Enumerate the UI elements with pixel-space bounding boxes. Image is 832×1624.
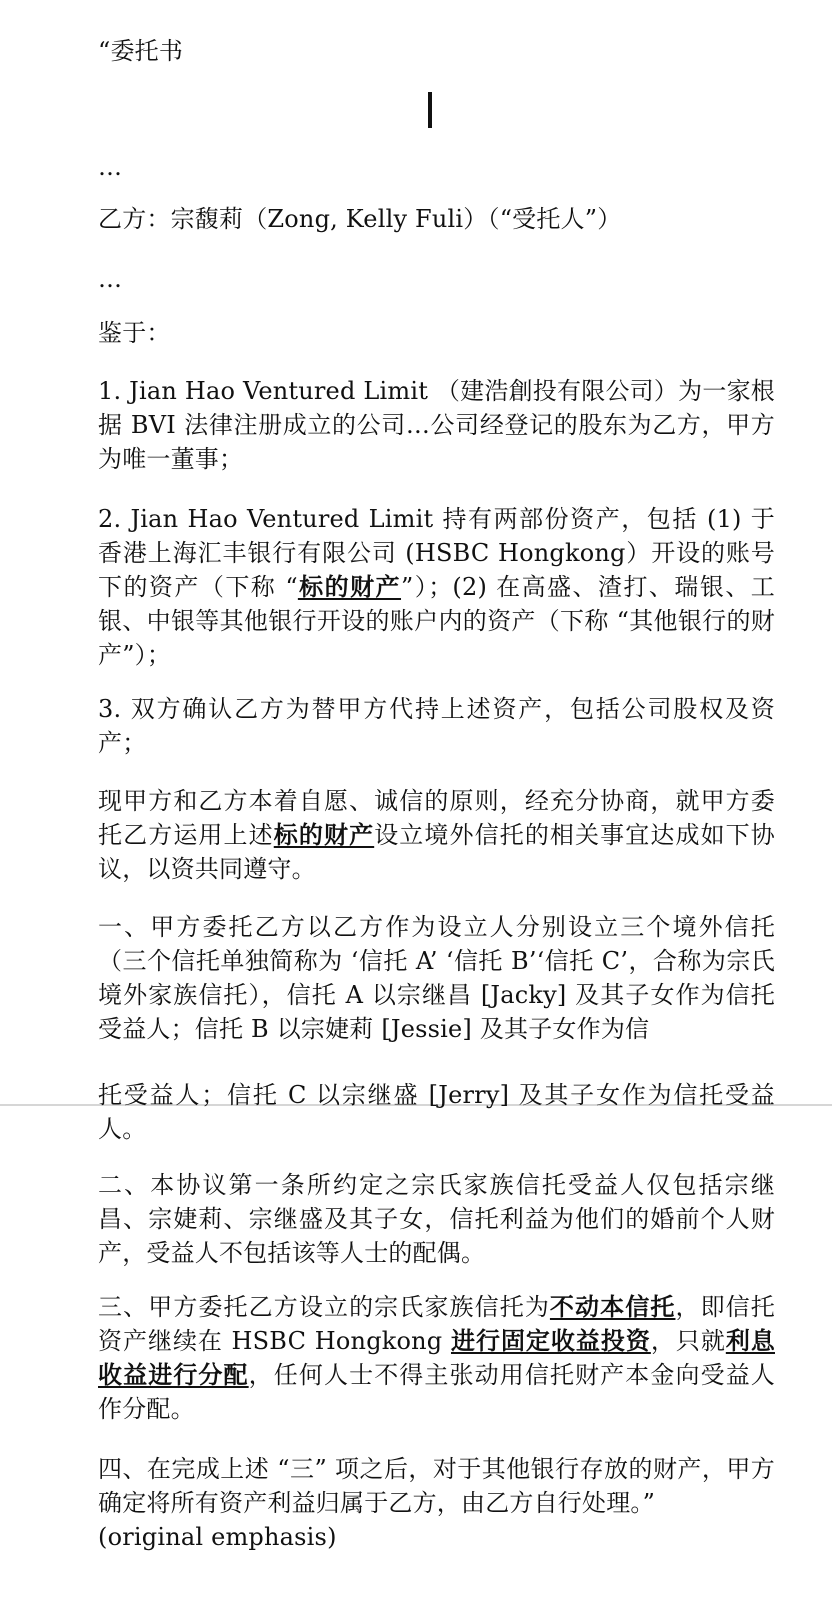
- text-cursor: [428, 92, 432, 128]
- article-3-emphasis-1: 不动本信托: [549, 1292, 676, 1321]
- article-3-part-4: ，任何人士不得主张动用信托财产本金向受益人作分配。: [98, 1361, 776, 1423]
- document-title: “委托书: [98, 37, 184, 65]
- agreement-intro-part-2: 设立境外信托的相关事宜达成如下协议，以资共同遵守。: [98, 821, 775, 883]
- article-3-emphasis-3: 利息收益进行分配: [98, 1326, 775, 1389]
- whereas-heading: 鉴于：: [98, 319, 171, 347]
- article-3-emphasis-2: 进行固定收益投资: [450, 1326, 651, 1355]
- clause-2-part-1: 2. Jian Hao Ventured Limit 持有两部份资产，包括 (1) 于香港上海汇丰银行有限公司 (HSBC Hongkong）开设的账号下的资产（下称 “: [98, 505, 775, 601]
- article-3-part-1: 三、甲方委托乙方设立的宗氏家族信托为: [98, 1293, 550, 1321]
- article-4: 四、在完成上述 “三” 项之后，对于其他银行存放的财产，甲方确定将所有资产利益归属于乙方，由乙方自行处理。”: [98, 1455, 775, 1517]
- article-3: [98, 1290, 775, 1426]
- ellipsis-2: …: [98, 265, 123, 293]
- emphasis-note: (original emphasis): [98, 1523, 337, 1551]
- ellipsis-1: …: [98, 153, 123, 181]
- clause-1: 1. Jian Hao Ventured Limit （建浩創投有限公司）为一家根据 BVI 法律注册成立的公司…公司经登记的股东为乙方，甲方为唯一董事；: [98, 377, 775, 473]
- article-2: 二、本协议第一条所约定之宗氏家族信托受益人仅包括宗继昌、宗婕莉、宗继盛及其子女，信托利益为他们的婚前个人财产，受益人不包括该等人士的配偶。: [98, 1171, 775, 1267]
- clause-2-emphasis: 标的财产: [297, 572, 402, 601]
- article-3-part-2: ，即信托资产继续在 HSBC Hongkong: [98, 1293, 775, 1355]
- agreement-intro-part-1: 现甲方和乙方本着自愿、诚信的原则，经充分协商，就甲方委托乙方运用上述: [98, 787, 775, 849]
- clause-3: 3. 双方确认乙方为替甲方代持上述资产，包括公司股权及资产；: [98, 695, 775, 757]
- agreement-intro: [98, 784, 775, 886]
- article-1-page-1: 一、甲方委托乙方以乙方作为设立人分别设立三个境外信托（三个信托单独简称为 ‘信托 A’ ‘信托 B’‘信托 C’，合称为宗氏境外家族信托），信托 A 以宗继昌 [Jacky] 及其子女作为信托受益人；信托 B 以宗婕莉 [Jessie] 及其子女作为信: [98, 913, 775, 1043]
- document-page-2: [0, 1081, 832, 1624]
- party-b-line: 乙方：宗馥莉（Zong, Kelly Fuli）（“受托人”）: [98, 205, 622, 233]
- agreement-intro-emphasis: 标的财产: [273, 820, 375, 849]
- clause-2-part-2: ”）；(2) 在高盛、渣打、瑞银、工银、中银等其他银行开设的账户内的资产（下称 “其他银行的财产”）；: [98, 573, 776, 669]
- clause-2: [98, 502, 775, 672]
- article-3-part-3: ，只就: [650, 1327, 726, 1355]
- article-1-page-2: 托受益人；信托 C 以宗继盛 [Jerry] 及其子女作为信托受益人。: [98, 1081, 775, 1143]
